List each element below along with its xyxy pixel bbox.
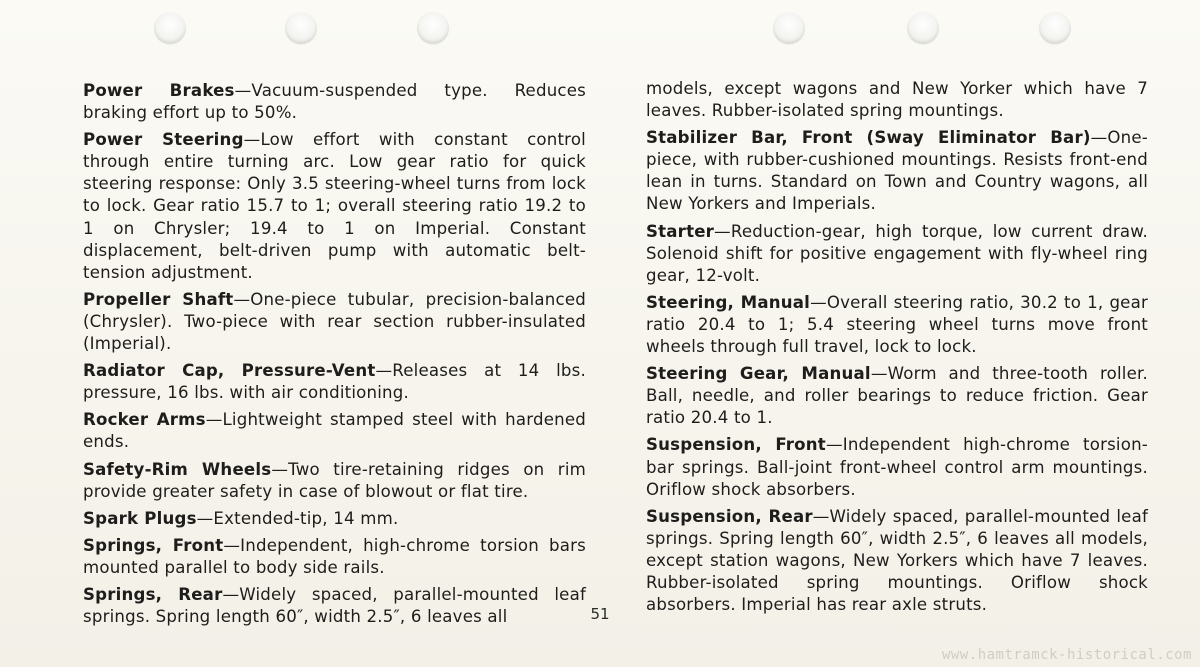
binder-hole — [1039, 12, 1071, 44]
spec-text: —Overall steering ratio, 30.2 to 1, gear ratio 20.4 to 1; 5.4 steering wheel turns move front wheels through full travel, lock to lock. — [646, 292, 1148, 357]
left-column — [83, 80, 586, 633]
spec-text: —Independent, high-chrome torsion bars mounted parallel to body side rails. — [83, 535, 586, 577]
spec-text: —Widely spaced, parallel-mounted leaf springs. Spring length 60″, width 2.5″, 6 leaves all models, except station wagons, New Yorkers which have 7 leaves. Rubber-isolated spring mountings. Oriflow shock absorbers. Imperial has rear axle struts. — [646, 506, 1149, 615]
spec-text: —Reduction-gear, high torque, low current draw. Solenoid shift for positive engagement with fly-wheel ring gear, 12-volt. — [646, 221, 1148, 285]
spec-entry — [646, 292, 1148, 358]
spec-term: Power Steering — [83, 130, 244, 150]
spec-term: Steering Gear, Manual — [646, 364, 871, 384]
spec-term: Rocker Arms — [83, 410, 206, 430]
spec-text: —Worm and three-tooth roller. Ball, needle, and roller bearings to reduce friction. Gear ratio 20.4 to 1. — [646, 364, 1148, 428]
spec-term: Stabilizer Bar, Front (Sway Eliminator Bar) — [646, 128, 1091, 148]
spec-text: —Extended-tip, 14 mm. — [196, 508, 399, 528]
spec-text: —Two tire-retaining ridges on rim provide greater safety in case of blowout or flat tire. — [83, 459, 586, 501]
watermark: www.hamtramck-historical.com — [941, 647, 1192, 663]
binder-hole — [417, 12, 449, 44]
spec-term: Springs, Front — [83, 535, 224, 555]
spec-entry — [646, 363, 1148, 429]
spec-entry — [83, 129, 586, 284]
spec-text: —One-piece, with rubber-cushioned mountings. Resists front-end lean in turns. Standard on Town and Country wagons, all New Yorkers and Imperials. — [646, 128, 1148, 214]
right-column — [646, 78, 1148, 621]
spec-term: Radiator Cap, Pressure-Vent — [83, 361, 376, 381]
spec-text: —Independent high-chrome torsion-bar springs. Ball-joint front-wheel control arm mountings. Oriflow shock absorbers. — [646, 435, 1148, 499]
page-number: 51 — [590, 605, 610, 623]
spec-term: Suspension, Rear — [646, 506, 813, 526]
binder-hole — [285, 12, 317, 44]
spec-entry — [83, 409, 586, 453]
spec-term: Safety-Rim Wheels — [83, 459, 272, 479]
spec-term: Steering, Manual — [646, 292, 811, 312]
spec-continuation: models, except wagons and New Yorker which have 7 leaves. Rubber-isolated spring mountings. — [646, 79, 1148, 121]
spec-term: Springs, Rear — [83, 584, 223, 604]
binder-hole — [154, 12, 186, 44]
spec-text: —Lightweight stamped steel with hardened ends. — [83, 410, 586, 452]
spec-text: —Widely spaced, parallel-mounted leaf springs. Spring length 60″, width 2.5″, 6 leaves all — [83, 584, 586, 627]
spec-term: Starter — [646, 221, 715, 241]
spec-entry — [83, 360, 586, 404]
spec-term: Power Brakes — [83, 81, 235, 100]
spec-entry — [646, 506, 1148, 616]
spec-text: —Releases at 14 lbs. pressure, 16 lbs. with air conditioning. — [83, 361, 586, 403]
spec-entry — [83, 80, 586, 124]
spec-text: —Vacuum-suspended type. Reduces braking effort up to 50%. — [83, 81, 586, 123]
spec-text: —Low effort with constant control through entire turning arc. Low gear ratio for quick steering response: Only 3.5 steering-wheel turns from lock to lock. Gear ratio 15.7 to 1; overall steering ratio 19.2 to 1 on Chrysler; 19.4 to 1 on Imperial. Constant displacement, belt-driven pump with automatic belt-tension adjustment. — [83, 130, 586, 282]
spec-entry — [646, 221, 1148, 287]
spec-term: Suspension, Front — [646, 435, 826, 455]
spec-entry — [646, 127, 1148, 215]
spec-entry — [83, 289, 586, 355]
spec-entry — [83, 459, 586, 503]
binder-hole — [773, 12, 805, 44]
spec-term: Spark Plugs — [83, 508, 197, 528]
binder-hole — [907, 12, 939, 44]
spec-text: —One-piece tubular, precision-balanced (Chrysler). Two-piece with rear section rubber-insulated (Imperial). — [83, 289, 586, 354]
spec-entry — [83, 535, 586, 579]
spec-entry — [83, 508, 586, 530]
spec-entry — [646, 434, 1148, 500]
spec-term: Propeller Shaft — [83, 289, 234, 309]
